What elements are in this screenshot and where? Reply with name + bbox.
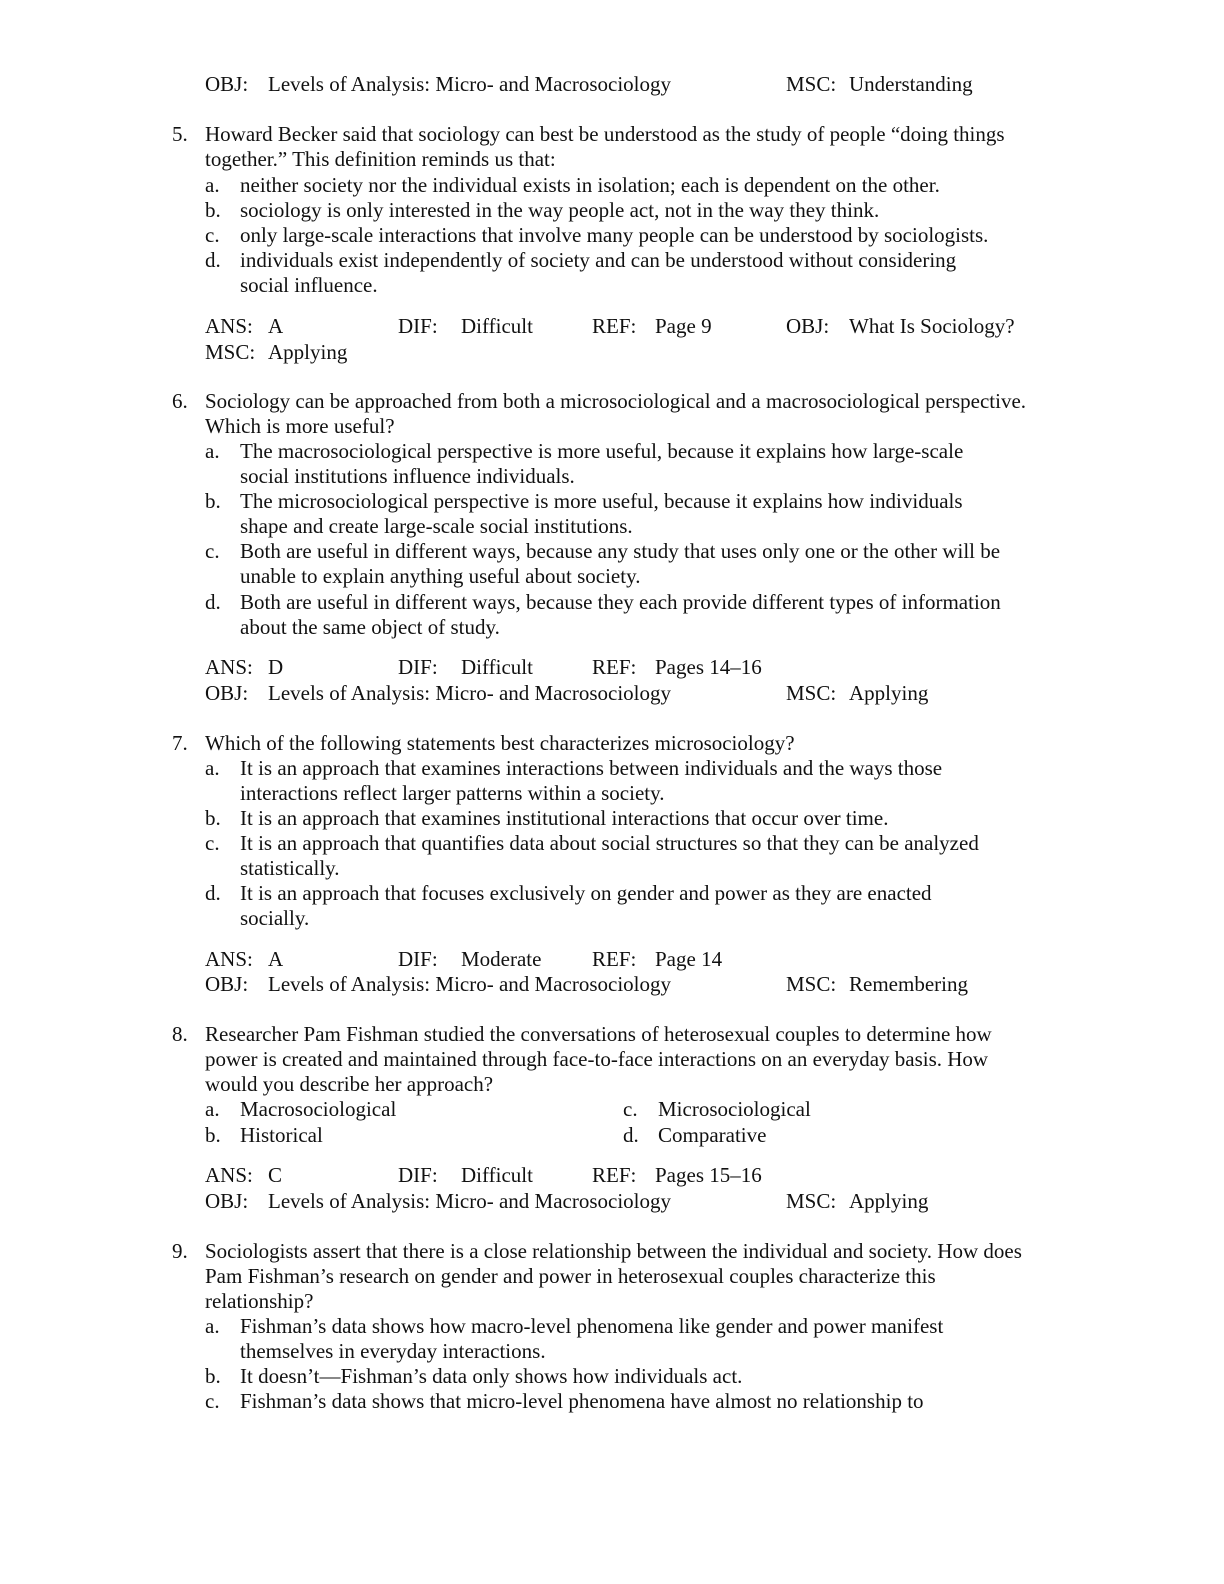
dif-value: Difficult: [461, 1163, 533, 1187]
ref-value: Page 14: [655, 947, 723, 971]
ans-label: ANS:: [205, 314, 253, 338]
option-letter: a.: [205, 1314, 220, 1338]
option-text: social influence.: [240, 273, 378, 297]
msc-value: Applying: [849, 681, 929, 705]
question-stem-line: Which of the following statements best characterizes microsociology?: [205, 731, 795, 755]
question-stem-line: Researcher Pam Fishman studied the conversations of heterosexual couples to determine how: [205, 1022, 992, 1046]
option-letter: a.: [205, 173, 220, 197]
option-text: neither society nor the individual exists in isolation; each is dependent on the other.: [240, 173, 940, 197]
msc-label: MSC:: [205, 340, 256, 364]
dif-value: Difficult: [461, 655, 533, 679]
question-stem-line: Howard Becker said that sociology can best be understood as the study of people “doing things: [205, 122, 1005, 146]
dif-value: Difficult: [461, 314, 533, 338]
option-text: It doesn’t—Fishman’s data only shows how individuals act.: [240, 1364, 743, 1388]
dif-label: DIF:: [398, 947, 438, 971]
question-stem-line: Sociology can be approached from both a microsociological and a macrosociological perspective.: [205, 389, 1027, 413]
dif-label: DIF:: [398, 1163, 438, 1187]
ans-value: D: [268, 655, 284, 679]
option-text: Historical: [240, 1123, 323, 1147]
msc-value: Applying: [849, 1189, 929, 1213]
ref-label: REF:: [592, 1163, 637, 1187]
ref-label: REF:: [592, 314, 637, 338]
obj-value: What Is Sociology?: [849, 314, 1015, 338]
ans-label: ANS:: [205, 947, 253, 971]
option-letter: c.: [205, 539, 220, 563]
question-stem-line: Pam Fishman’s research on gender and power in heterosexual couples characterize this: [205, 1264, 936, 1288]
question-number: 7.: [172, 731, 188, 755]
option-text: Both are useful in different ways, because any study that uses only one or the other will be: [240, 539, 1001, 563]
obj-value: Levels of Analysis: Micro- and Macrosociology: [268, 972, 671, 996]
msc-value: Applying: [268, 340, 348, 364]
option-letter: b.: [205, 1364, 221, 1388]
option-text: social institutions influence individuals.: [240, 464, 575, 488]
ref-value: Page 9: [655, 314, 712, 338]
option-letter: c.: [205, 831, 220, 855]
option-text: about the same object of study.: [240, 615, 500, 639]
dif-label: DIF:: [398, 314, 438, 338]
option-text: shape and create large-scale social institutions.: [240, 514, 633, 538]
ans-value: A: [268, 314, 284, 338]
ref-value: Pages 14–16: [655, 655, 762, 679]
question-number: 9.: [172, 1239, 188, 1263]
option-text: It is an approach that examines institutional interactions that occur over time.: [240, 806, 889, 830]
ref-value: Pages 15–16: [655, 1163, 762, 1187]
option-text: The microsociological perspective is more useful, because it explains how individuals: [240, 489, 963, 513]
option-text: only large-scale interactions that involve many people can be understood by sociologists.: [240, 223, 989, 247]
option-letter: a.: [205, 756, 220, 780]
question-number: 6.: [172, 389, 188, 413]
option-letter: b.: [205, 806, 221, 830]
msc-value: Understanding: [849, 72, 973, 96]
question-stem-line: power is created and maintained through face-to-face interactions on an everyday basis. How: [205, 1047, 989, 1071]
dif-value: Moderate: [461, 947, 542, 971]
question-stem-line: together.” This definition reminds us that:: [205, 147, 556, 171]
option-text: Microsociological: [658, 1097, 811, 1121]
question-stem-line: Which is more useful?: [205, 414, 395, 438]
ans-label: ANS:: [205, 1163, 253, 1187]
option-text: It is an approach that quantifies data about social structures so that they can be analyzed: [240, 831, 979, 855]
question-number: 5.: [172, 122, 188, 146]
msc-label: MSC:: [786, 72, 837, 96]
option-letter: d.: [205, 590, 221, 614]
obj-label: OBJ:: [205, 681, 249, 705]
question-stem-line: Sociologists assert that there is a close relationship between the individual and society. How does: [205, 1239, 1022, 1263]
option-text: The macrosociological perspective is more useful, because it explains how large-scale: [240, 439, 964, 463]
option-letter: d.: [623, 1123, 639, 1147]
option-letter: a.: [205, 439, 220, 463]
msc-label: MSC:: [786, 1189, 837, 1213]
option-text: Both are useful in different ways, because they each provide different types of information: [240, 590, 1001, 614]
option-letter: b.: [205, 489, 221, 513]
option-letter: d.: [205, 881, 221, 905]
obj-value: Levels of Analysis: Micro- and Macrosociology: [268, 1189, 671, 1213]
obj-label: OBJ:: [205, 972, 249, 996]
option-text: Comparative: [658, 1123, 767, 1147]
obj-label: OBJ:: [205, 1189, 249, 1213]
obj-value: Levels of Analysis: Micro- and Macrosociology: [268, 72, 671, 96]
dif-label: DIF:: [398, 655, 438, 679]
option-text: sociology is only interested in the way people act, not in the way they think.: [240, 198, 880, 222]
obj-label: OBJ:: [205, 72, 249, 96]
question-stem-line: relationship?: [205, 1289, 314, 1313]
msc-value: Remembering: [849, 972, 968, 996]
option-text: Macrosociological: [240, 1097, 397, 1121]
ref-label: REF:: [592, 947, 637, 971]
option-letter: b.: [205, 1123, 221, 1147]
option-letter: d.: [205, 248, 221, 272]
option-letter: b.: [205, 198, 221, 222]
option-text: It is an approach that examines interactions between individuals and the ways those: [240, 756, 943, 780]
ans-value: A: [268, 947, 284, 971]
question-number: 8.: [172, 1022, 188, 1046]
option-text: It is an approach that focuses exclusively on gender and power as they are enacted: [240, 881, 932, 905]
ans-label: ANS:: [205, 655, 253, 679]
option-text: Fishman’s data shows how macro-level phenomena like gender and power manifest: [240, 1314, 944, 1338]
option-letter: c.: [205, 223, 220, 247]
option-letter: c.: [623, 1097, 638, 1121]
ref-label: REF:: [592, 655, 637, 679]
obj-value: Levels of Analysis: Micro- and Macrosociology: [268, 681, 671, 705]
option-letter: c.: [205, 1389, 220, 1413]
msc-label: MSC:: [786, 681, 837, 705]
option-text: unable to explain anything useful about society.: [240, 564, 641, 588]
option-text: Fishman’s data shows that micro-level phenomena have almost no relationship to: [240, 1389, 924, 1413]
option-text: themselves in everyday interactions.: [240, 1339, 546, 1363]
ans-value: C: [268, 1163, 283, 1187]
question-stem-line: would you describe her approach?: [205, 1072, 494, 1096]
option-letter: a.: [205, 1097, 220, 1121]
option-text: individuals exist independently of society and can be understood without considering: [240, 248, 957, 272]
msc-label: MSC:: [786, 972, 837, 996]
option-text: statistically.: [240, 856, 340, 880]
option-text: interactions reflect larger patterns within a society.: [240, 781, 665, 805]
option-text: socially.: [240, 906, 310, 930]
obj-label: OBJ:: [786, 314, 830, 338]
